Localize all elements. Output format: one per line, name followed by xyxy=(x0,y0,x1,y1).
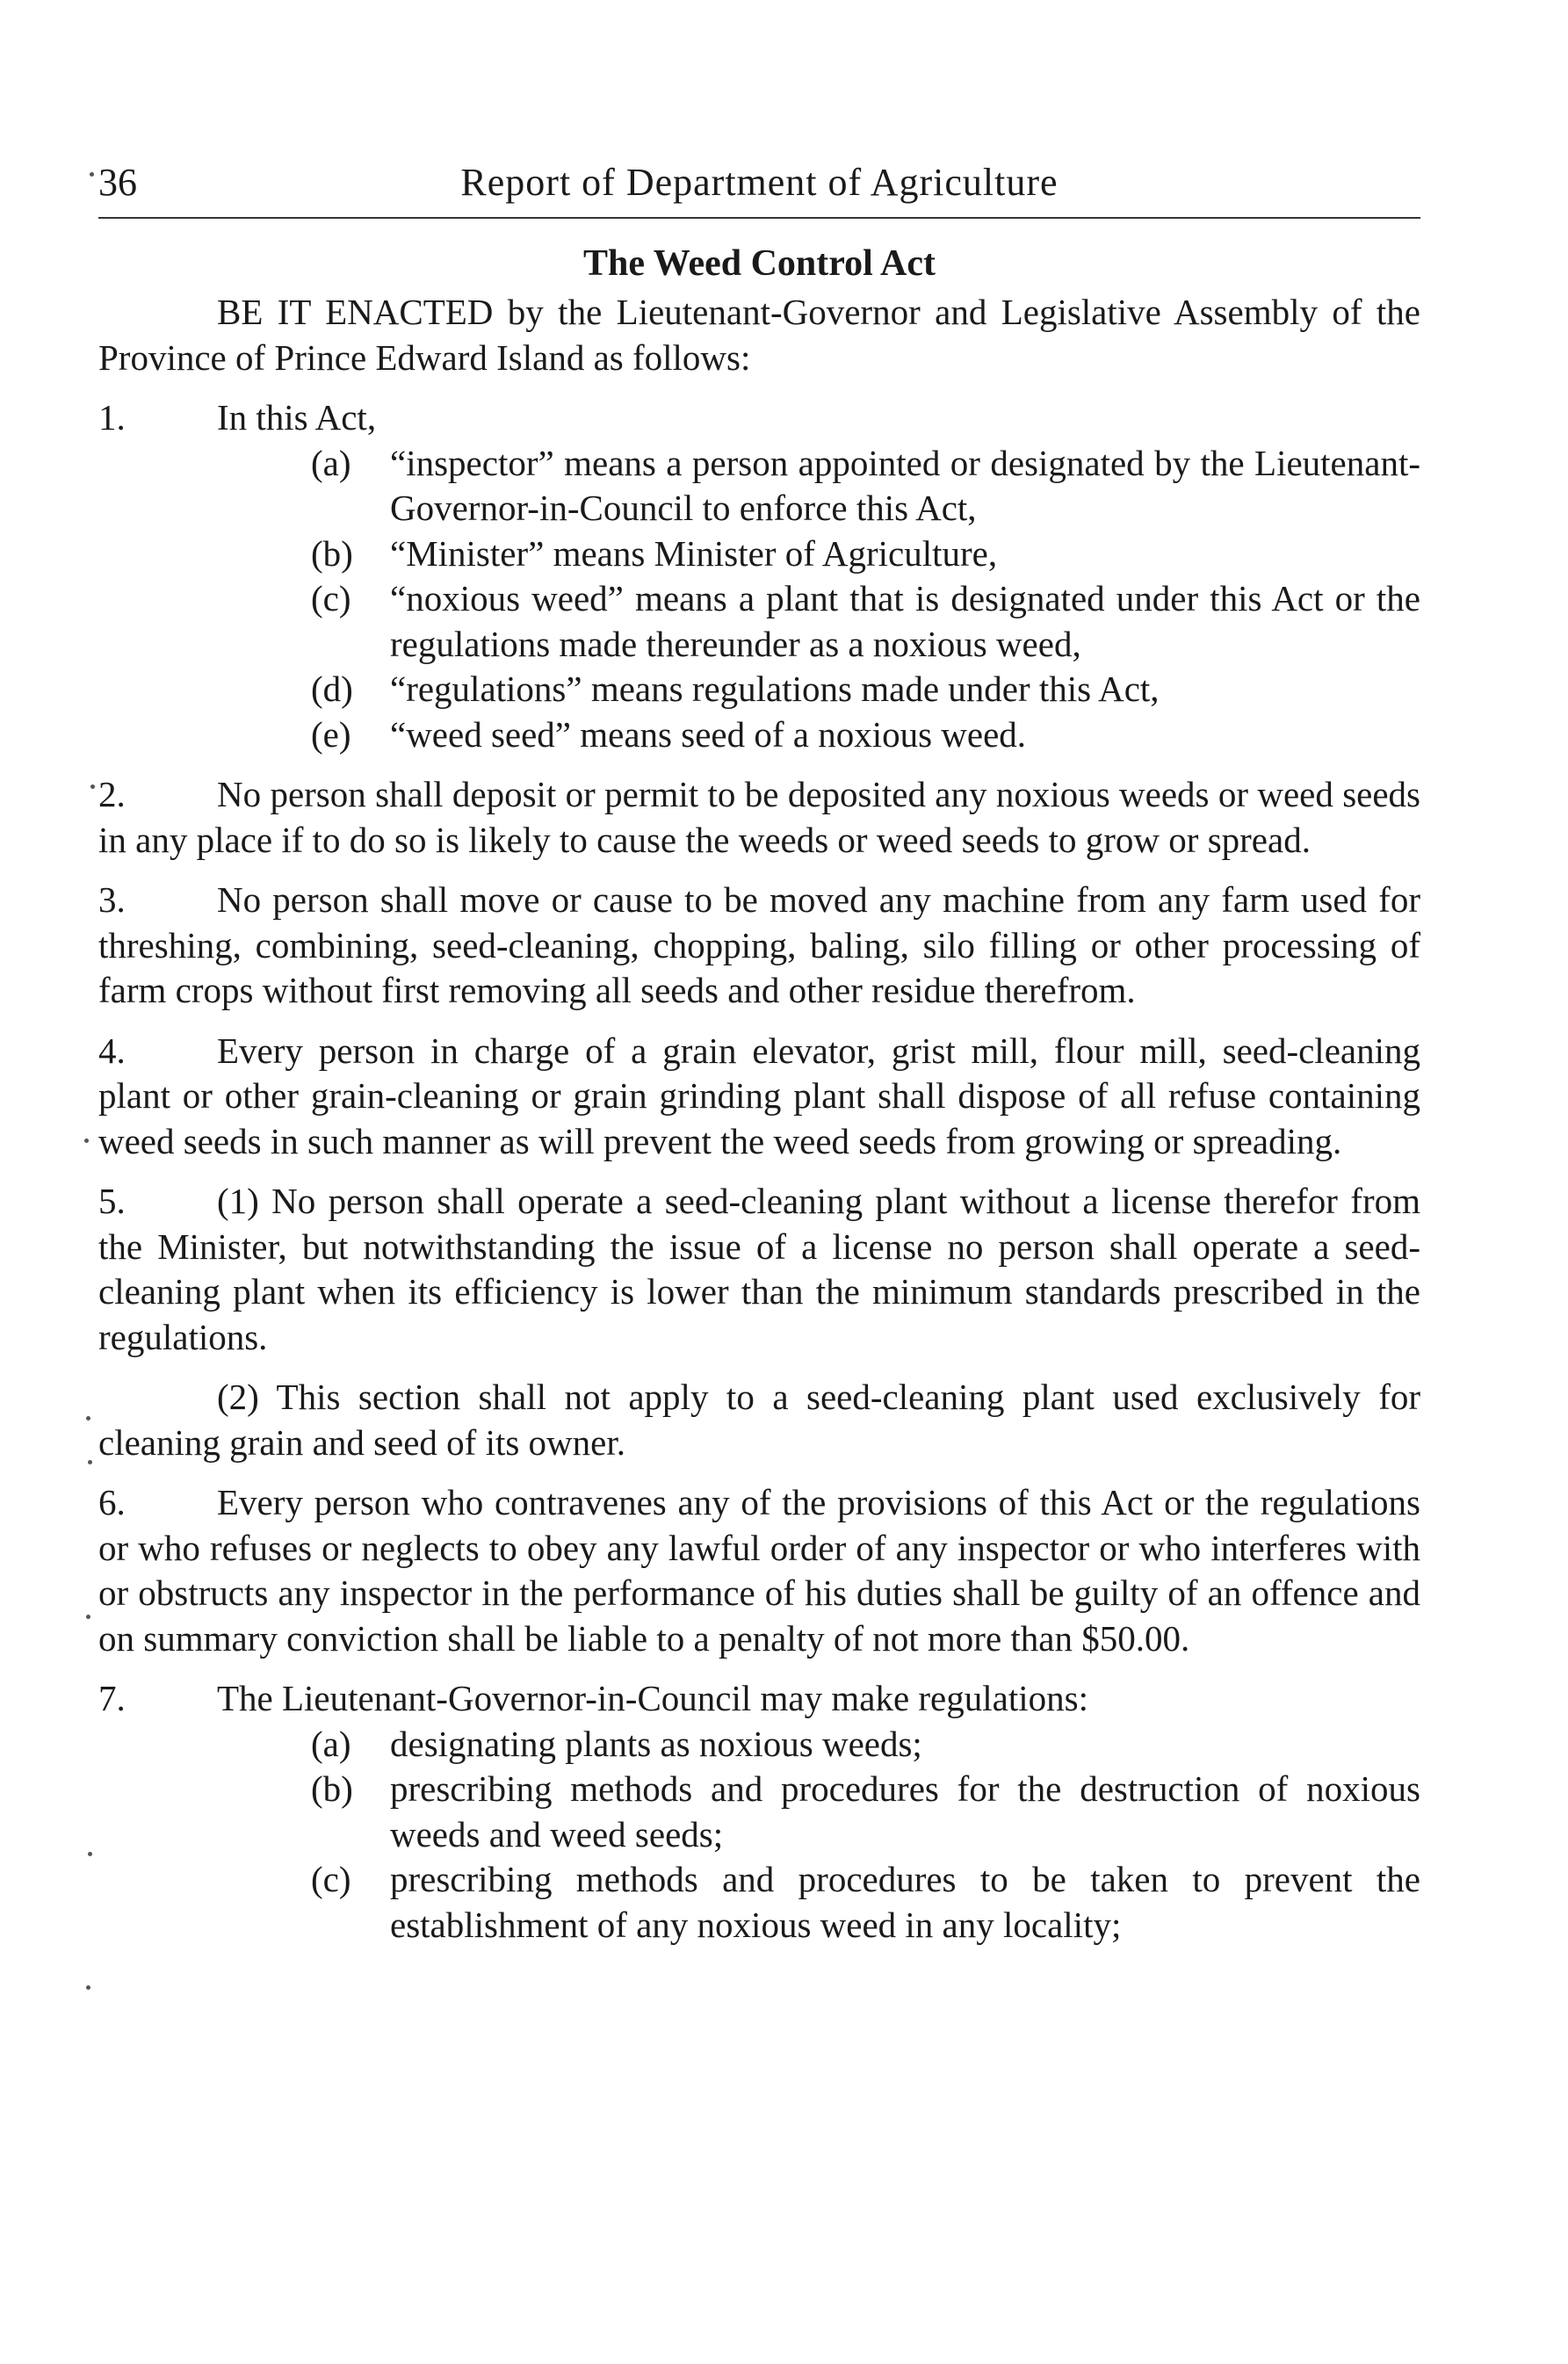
item-text: “regulations” means regulations made under this Act, xyxy=(390,669,1160,709)
section-1 xyxy=(98,395,1420,441)
definition-item xyxy=(98,531,1420,577)
act-title: The Weed Control Act xyxy=(583,243,936,284)
item-text: “noxious weed” means a plant that is designated under this Act or the regulations made thereunder as a noxious weed, xyxy=(390,578,1420,664)
scan-speck xyxy=(88,1852,92,1856)
item-label: (e) xyxy=(311,713,351,755)
section-text: No person shall move or cause to be moved any machine from any farm used for threshing, combining, seed-cleaning, chopping, baling, silo filling or other processing of farm crops without first removing all seeds and other residue therefrom. xyxy=(98,879,1420,1010)
subsection-text: (2) This section shall not apply to a seed-cleaning plant used exclusively for cleaning grain and seed of its owner. xyxy=(98,1377,1420,1463)
scan-speck xyxy=(86,1416,90,1421)
scan-speck xyxy=(86,1615,90,1619)
section-number-label: 4. xyxy=(98,1030,126,1071)
page-header xyxy=(98,156,1420,209)
item-label: (c) xyxy=(311,1859,351,1899)
running-head: Report of Department of Agriculture xyxy=(460,161,1059,204)
scan-speck xyxy=(88,1460,92,1464)
item-label: (b) xyxy=(311,532,353,574)
regulation-item xyxy=(98,1722,1420,1768)
section-number: 7. xyxy=(98,1678,126,1718)
section-text: (1) No person shall operate a seed-cleaning plant without a license therefor from the Minister, but notwithstanding the issue of a license no person shall operate a seed-cleaning plant when its efficiency is lower than the minimum standards prescribed in the regulations. xyxy=(98,1181,1420,1357)
header-rule xyxy=(98,217,1420,219)
section-5 xyxy=(98,1179,1420,1360)
section-number-label: 5. xyxy=(98,1181,126,1221)
section-7 xyxy=(98,1676,1420,1722)
section-6 xyxy=(98,1480,1420,1661)
item-label: (a) xyxy=(311,1723,351,1764)
definition-item xyxy=(98,667,1420,712)
item-text: “Minister” means Minister of Agriculture, xyxy=(390,532,998,574)
act-body xyxy=(98,290,1420,1948)
section-number-label: 3. xyxy=(98,879,126,920)
section-text: In this Act, xyxy=(217,397,377,437)
scan-speck xyxy=(90,784,95,789)
scan-speck xyxy=(90,172,94,177)
section-2 xyxy=(98,772,1420,863)
page-number: 36 xyxy=(98,161,137,204)
item-label: (c) xyxy=(311,578,351,618)
section-number-label: 6. xyxy=(98,1482,126,1522)
item-text: prescribing methods and procedures for the destruction of noxious weeds and weed seeds; xyxy=(390,1768,1420,1854)
section-text: Every person who contravenes any of the provisions of this Act or the regulations or who refuses or neglects to obey any lawful order of any inspector or who interferes with or obstructs any inspector in the performance of his duties shall be guilty of an offence and on summary conviction shall be liable to a penalty of not more than $50.00. xyxy=(98,1482,1420,1659)
section-3 xyxy=(98,878,1420,1014)
definition-item xyxy=(98,576,1420,667)
section-text: The Lieutenant-Governor-in-Council may make regulations: xyxy=(217,1678,1088,1718)
item-text: designating plants as noxious weeds; xyxy=(390,1723,922,1764)
scan-speck xyxy=(84,1139,89,1143)
section-number: 1. xyxy=(98,397,126,437)
item-label: (d) xyxy=(311,669,353,709)
regulation-item xyxy=(98,1857,1420,1948)
section-4 xyxy=(98,1029,1420,1165)
regulation-item xyxy=(98,1767,1420,1857)
section-5-subsection-2 xyxy=(98,1375,1420,1465)
item-label: (a) xyxy=(311,442,351,483)
scan-speck xyxy=(86,1985,90,1990)
definition-item xyxy=(98,441,1420,531)
item-label: (b) xyxy=(311,1768,353,1809)
item-text: “weed seed” means seed of a noxious weed. xyxy=(390,713,1027,755)
enacting-clause: BE IT ENACTED by the Lieutenant-Governor and Legislative Assembly of the Province of Prince Edward Island as follows: xyxy=(98,292,1420,378)
item-text: prescribing methods and procedures to be taken to prevent the establishment of any noxious weed in any locality; xyxy=(390,1859,1420,1945)
definition-item xyxy=(98,712,1420,758)
item-text: “inspector” means a person appointed or designated by the Lieutenant-Governor-in-Council to enforce this Act, xyxy=(390,442,1420,528)
section-number-label: 2. xyxy=(98,774,126,814)
section-text: No person shall deposit or permit to be deposited any noxious weeds or weed seeds in any place if to do so is likely to cause the weeds or weed seeds to grow or spread. xyxy=(98,774,1420,860)
section-text: Every person in charge of a grain elevator, grist mill, flour mill, seed-cleaning plant or other grain-cleaning or grain grinding plant shall dispose of all refuse containing weed seeds in such manner as will prevent the weed seeds from growing or spreading. xyxy=(98,1030,1420,1161)
